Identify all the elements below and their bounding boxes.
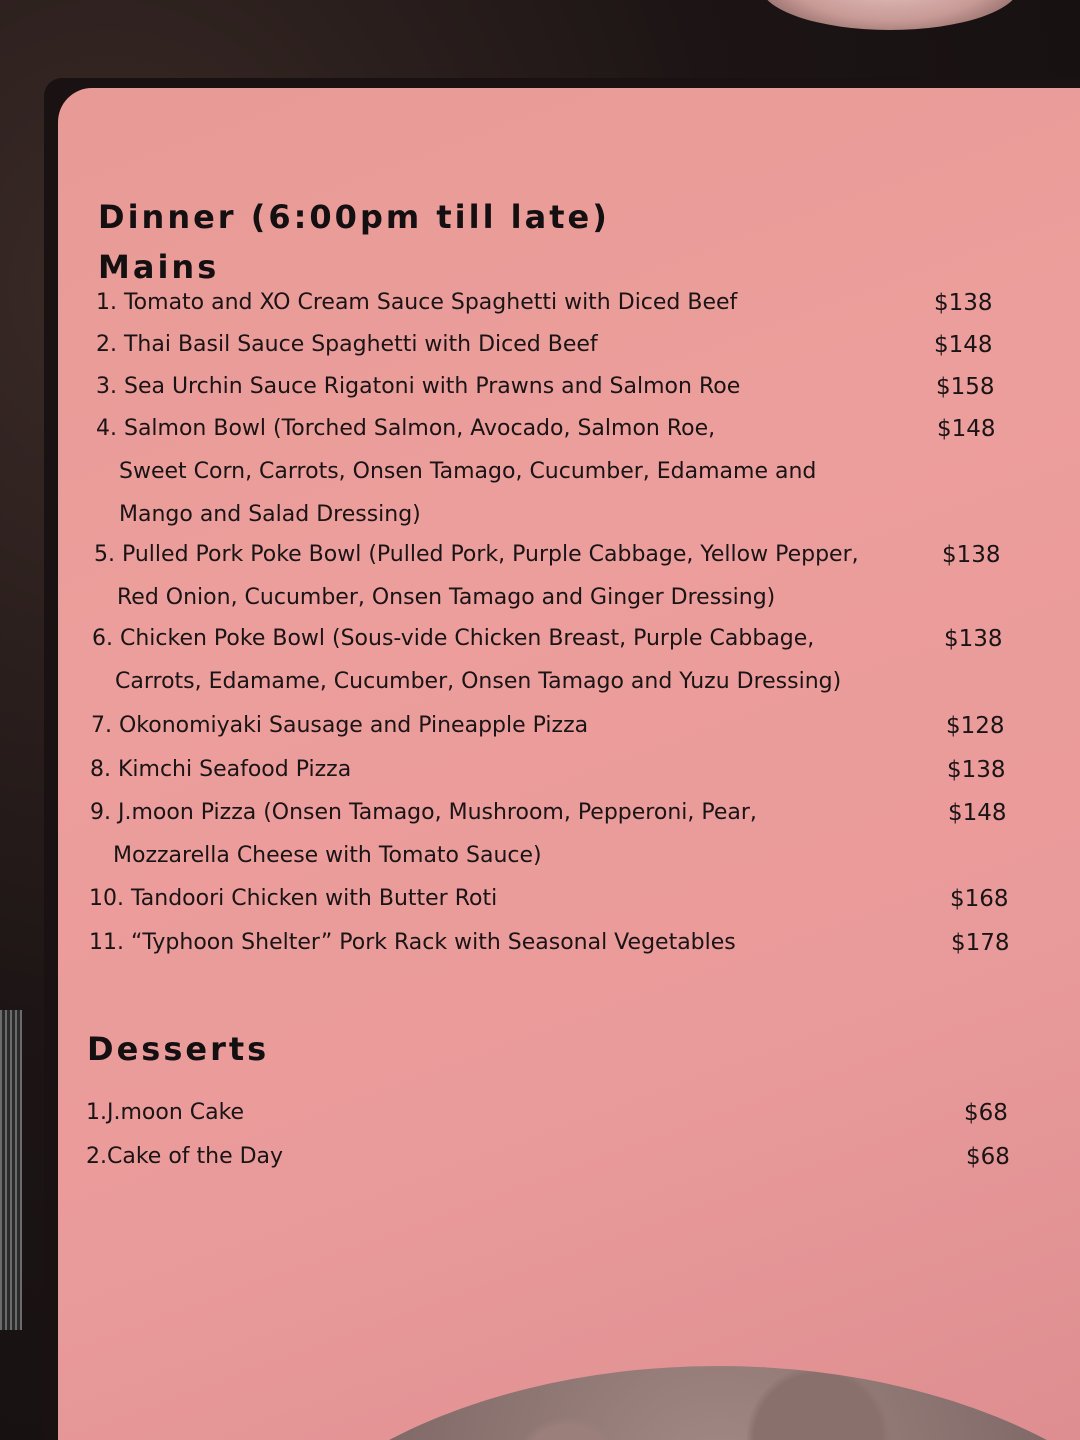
- mains-item-price: $158: [936, 374, 995, 400]
- mains-item-price: $168: [950, 886, 1009, 912]
- mains-item-price: $148: [948, 800, 1007, 826]
- page-title: Dinner (6:00pm till late): [98, 198, 610, 236]
- mains-item-line: 8. Kimchi Seafood Pizza: [90, 757, 352, 782]
- desserts-item-line: 2.Cake of the Day: [86, 1144, 284, 1169]
- mains-item-line: Mozzarella Cheese with Tomato Sauce): [113, 843, 542, 868]
- moon-illustration: [218, 1366, 1080, 1440]
- mains-item-line: 10. Tandoori Chicken with Butter Roti: [89, 886, 498, 911]
- mains-item-line: Sweet Corn, Carrots, Onsen Tamago, Cucumber, Edamame and: [119, 459, 817, 484]
- mains-item-line: 11. “Typhoon Shelter” Pork Rack with Seasonal Vegetables: [89, 930, 736, 955]
- desserts-item-price: $68: [964, 1100, 1008, 1126]
- mains-item-price: $148: [934, 332, 993, 358]
- desserts-heading: Desserts: [87, 1030, 270, 1068]
- mains-item-price: $138: [942, 542, 1001, 568]
- mains-item-line: 5. Pulled Pork Poke Bowl (Pulled Pork, Purple Cabbage, Yellow Pepper,: [94, 542, 859, 567]
- chair-back: [0, 1010, 22, 1330]
- mains-item-line: 2. Thai Basil Sauce Spaghetti with Diced Beef: [96, 332, 598, 357]
- desserts-item-line: 1.J.moon Cake: [86, 1100, 245, 1125]
- mains-item-line: Red Onion, Cucumber, Onsen Tamago and Ginger Dressing): [117, 585, 776, 610]
- mains-item-price: $138: [947, 757, 1006, 783]
- mains-heading: Mains: [98, 248, 220, 286]
- mains-item-price: $148: [937, 416, 996, 442]
- mains-item-line: 4. Salmon Bowl (Torched Salmon, Avocado, Salmon Roe,: [96, 416, 716, 441]
- mains-item-line: Carrots, Edamame, Cucumber, Onsen Tamago and Yuzu Dressing): [115, 669, 842, 694]
- mains-item-price: $178: [951, 930, 1010, 956]
- mains-item-line: 1. Tomato and XO Cream Sauce Spaghetti with Diced Beef: [96, 290, 738, 315]
- mains-item-price: $138: [944, 626, 1003, 652]
- mains-item-line: 9. J.moon Pizza (Onsen Tamago, Mushroom, Pepperoni, Pear,: [90, 800, 757, 825]
- mains-item-line: Mango and Salad Dressing): [119, 502, 421, 527]
- mains-item-line: 7. Okonomiyaki Sausage and Pineapple Pizza: [91, 713, 589, 738]
- desserts-item-price: $68: [966, 1144, 1010, 1170]
- mains-item-line: 3. Sea Urchin Sauce Rigatoni with Prawns and Salmon Roe: [96, 374, 741, 399]
- mains-item-line: 6. Chicken Poke Bowl (Sous-vide Chicken Breast, Purple Cabbage,: [92, 626, 815, 651]
- mains-item-price: $138: [934, 290, 993, 316]
- mains-item-price: $128: [946, 713, 1005, 739]
